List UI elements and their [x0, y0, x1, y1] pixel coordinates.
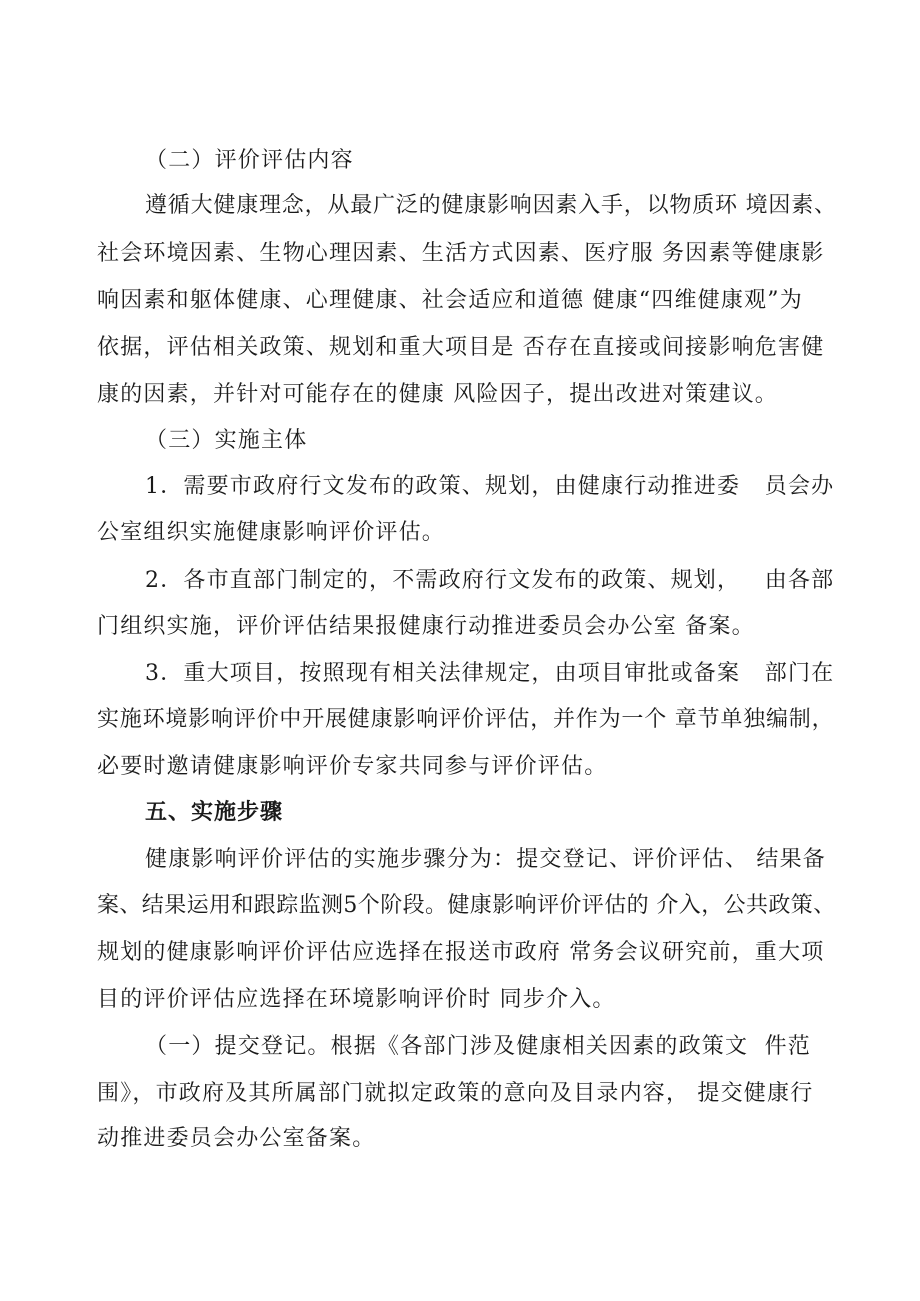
- subsection-heading-implementing-body: （三）实施主体: [145, 428, 308, 453]
- list-item-3-line: 实施环境影响评价中开展健康影响评价评估，并作为一个 章节单独编制，: [97, 707, 835, 732]
- paragraph-line: 依据，评估相关政策、规划和重大项目是 否存在直接或间接影响危害健: [97, 335, 825, 360]
- paragraph-line: 健康影响评价评估的实施步骤分为：提交登记、评价评估、 结果备: [145, 847, 826, 872]
- list-item-3-line: 3．重大项目，按照现有相关法律规定，由项目审批或备案 部门在: [145, 661, 835, 686]
- list-item-3-line: 必要时邀请健康影响评价专家共同参与评价评估。: [97, 754, 608, 779]
- list-item-2-line: 2．各市直部门制定的，不需政府行文发布的政策、规划， 由各部: [145, 568, 835, 593]
- list-item-2-line: 门组织实施，评价评估结果报健康行动推进委员会办公室 备案。: [97, 614, 755, 639]
- paragraph-line: 规划的健康影响评价评估应选择在报送市政府 常务会议研究前，重大项: [97, 940, 825, 965]
- paragraph-line: 围》，市政府及其所属部门就拟定政策的意向及目录内容， 提交健康行: [97, 1081, 814, 1106]
- section-heading-implementation-steps: 五、实施步骤: [145, 800, 284, 825]
- paragraph-line: 案、结果运用和跟踪监测5个阶段。健康影响评价评估的 介入，公共政策、: [97, 893, 836, 918]
- paragraph-line: 响因素和躯体健康、心理健康、社会适应和道德 健康“四维健康观”为: [97, 288, 803, 313]
- subsection-heading-evaluation-content: （二）评价评估内容: [145, 148, 354, 173]
- paragraph-line: 康的因素，并针对可能存在的健康 风险因子，提出改进对策建议。: [97, 382, 778, 407]
- paragraph-line: 社会环境因素、生物心理因素、生活方式因素、医疗服 务因素等健康影: [97, 241, 825, 266]
- paragraph-line: （一）提交登记。根据《各部门涉及健康相关因素的政策文 件范: [145, 1034, 811, 1059]
- list-item-1-line: 1．需要市政府行文发布的政策、规划，由健康行动推进委 员会办: [145, 474, 835, 499]
- paragraph-line: 目的评价评估应选择在环境影响评价时 同步介入。: [97, 987, 616, 1012]
- paragraph-line: 动推进委员会办公室备案。: [97, 1126, 376, 1151]
- list-item-1-line: 公室组织实施健康影响评价评估。: [97, 520, 446, 545]
- paragraph-line: 遵循大健康理念，从最广泛的健康影响因素入手，以物质环 境因素、: [145, 193, 837, 218]
